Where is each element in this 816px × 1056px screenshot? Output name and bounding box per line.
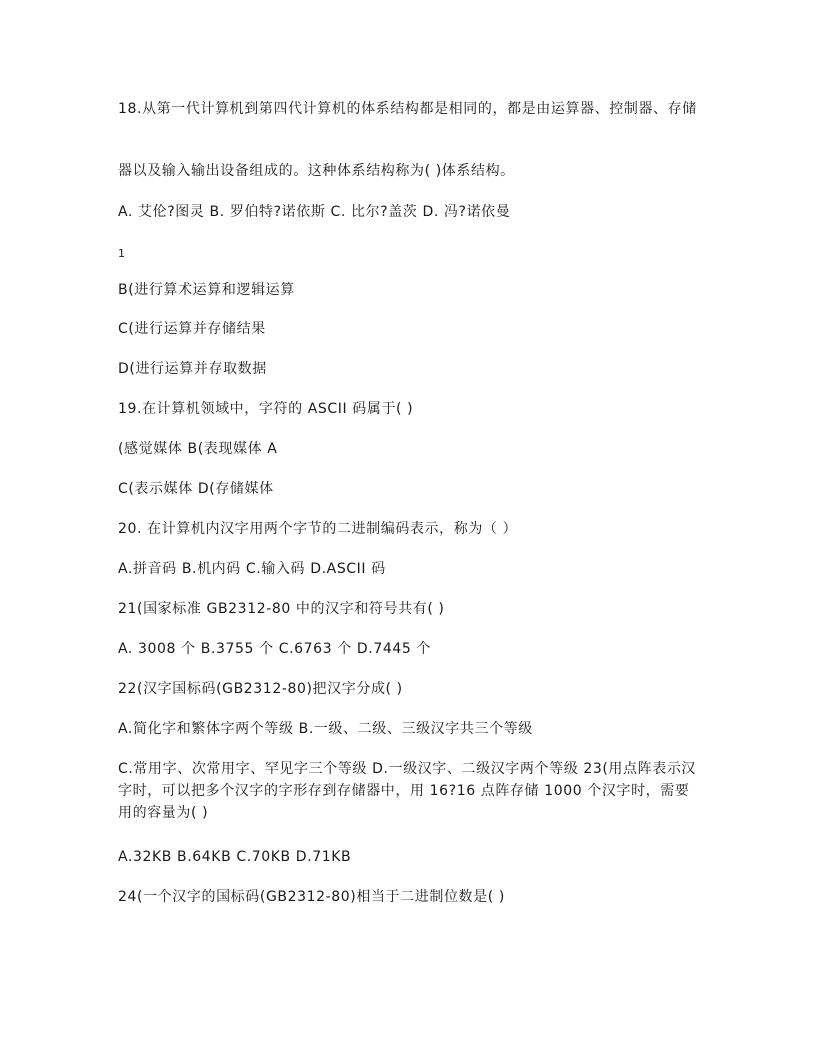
question-19-stem: 19.在计算机领域中，字符的 ASCII 码属于( ) — [118, 401, 414, 417]
question-21-stem: 21(国家标准 GB2312-80 中的汉字和符号共有( ) — [118, 601, 445, 617]
option-d: D(进行运算并存取数据 — [118, 361, 267, 377]
question-22-stem: 22(汉字国标码(GB2312-80)把汉字分成( ) — [118, 681, 403, 697]
question-20-stem: 20. 在计算机内汉字用两个字节的二进制编码表示，称为（ ） — [118, 521, 518, 537]
option-b: B(进行算术运算和逻辑运算 — [118, 282, 295, 298]
question-18-stem-continued: 器以及输入输出设备组成的。这种体系结构称为( )体系结构。 — [118, 163, 515, 179]
question-18-stem: 18.从第一代计算机到第四代计算机的体系结构都是相同的，都是由运算器、控制器、存储 — [118, 101, 697, 117]
option-c: C(进行运算并存储结果 — [118, 321, 266, 337]
question-21-options: A. 3008 个 B.3755 个 C.6763 个 D.7445 个 — [118, 641, 432, 657]
question-22-options-ab: A.简化字和繁体字两个等级 B.一级、二级、三级汉字共三个等级 — [118, 721, 533, 737]
question-18-options: A. 艾伦?图灵 B. 罗伯特?诺依斯 C. 比尔?盖茨 D. 冯?诺依曼 — [118, 204, 511, 220]
question-23-options: A.32KB B.64KB C.70KB D.71KB — [118, 849, 352, 865]
question-22-options-cd-and-question-23: C.常用字、次常用字、罕见字三个等级 D.一级汉字、二级汉字两个等级 23(用点阵表示汉字时，可以把多个汉字的字形存到存储器中，用 16?16 点阵存储 1000 个汉字时，需要用的容量为( ) — [118, 761, 697, 821]
page-number: 1 — [118, 247, 126, 260]
question-19-options-ab: (感觉媒体 B(表现媒体 A — [118, 441, 278, 457]
question-24-stem: 24(一个汉字的国标码(GB2312-80)相当于二进制位数是( ) — [118, 889, 505, 905]
question-20-options: A.拼音码 B.机内码 C.输入码 D.ASCII 码 — [118, 561, 386, 577]
question-19-options-cd: C(表示媒体 D(存储媒体 — [118, 481, 274, 497]
